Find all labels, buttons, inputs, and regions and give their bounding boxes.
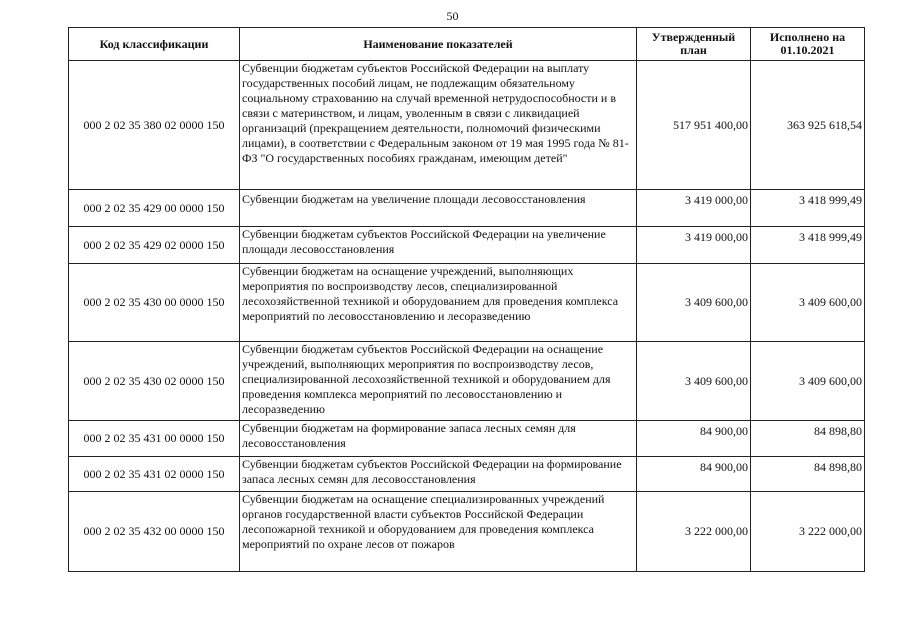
row-name: Субвенции бюджетам субъектов Российской Федерации на формирование запаса лесных семян для лесовосстановления [240, 457, 637, 492]
row-name: Субвенции бюджетам на формирование запаса лесных семян для лесовосстановления [240, 421, 637, 457]
row-code: 000 2 02 35 431 02 0000 150 [69, 457, 240, 492]
row-executed: 3 418 999,49 [751, 227, 865, 264]
header-name: Наименование показателей [240, 28, 637, 61]
row-code: 000 2 02 35 430 02 0000 150 [69, 342, 240, 421]
table-row [69, 457, 865, 492]
row-name: Субвенции бюджетам на увеличение площади лесовосстановления [240, 190, 637, 227]
row-executed: 84 898,80 [751, 421, 865, 457]
table-row [69, 342, 865, 421]
table-header-row [69, 28, 865, 61]
row-plan: 3 419 000,00 [637, 227, 751, 264]
row-executed: 3 409 600,00 [751, 342, 865, 421]
row-name: Субвенции бюджетам субъектов Российской Федерации на оснащение учреждений, выполняющих мероприятия по воспроизводству лесов, специализированной лесохозяйственной техникой и оборудованием для проведения комплекса мероприятий по лесовосстановлению и лесоразведению [240, 342, 637, 421]
row-name: Субвенции бюджетам на оснащение специализированных учреждений органов государственной власти субъектов Российской Федерации лесопожарной техникой и оборудованием для проведения комплекса мероприятий по охране лесов от пожаров [240, 492, 637, 572]
row-plan: 3 409 600,00 [637, 264, 751, 342]
row-code: 000 2 02 35 430 00 0000 150 [69, 264, 240, 342]
row-executed: 363 925 618,54 [751, 61, 865, 190]
header-code: Код классификации [69, 28, 240, 61]
row-code: 000 2 02 35 429 00 0000 150 [69, 190, 240, 227]
row-plan: 3 409 600,00 [637, 342, 751, 421]
page-number: 50 [446, 9, 459, 23]
table-row [69, 190, 865, 227]
row-executed: 3 222 000,00 [751, 492, 865, 572]
row-executed: 3 409 600,00 [751, 264, 865, 342]
header-plan: Утвержденный план [637, 28, 751, 61]
row-plan: 517 951 400,00 [637, 61, 751, 190]
row-name: Субвенции бюджетам субъектов Российской Федерации на увеличение площади лесовосстановления [240, 227, 637, 264]
budget-table [68, 27, 865, 572]
row-code: 000 2 02 35 431 00 0000 150 [69, 421, 240, 457]
table-row [69, 421, 865, 457]
row-plan: 84 900,00 [637, 421, 751, 457]
row-executed: 84 898,80 [751, 457, 865, 492]
row-plan: 3 222 000,00 [637, 492, 751, 572]
row-executed: 3 418 999,49 [751, 190, 865, 227]
table-row [69, 492, 865, 572]
row-plan: 84 900,00 [637, 457, 751, 492]
table-row [69, 61, 865, 190]
row-code: 000 2 02 35 380 02 0000 150 [69, 61, 240, 190]
header-executed: Исполнено на 01.10.2021 [751, 28, 865, 61]
row-code: 000 2 02 35 429 02 0000 150 [69, 227, 240, 264]
row-plan: 3 419 000,00 [637, 190, 751, 227]
table-row [69, 227, 865, 264]
row-name: Субвенции бюджетам субъектов Российской Федерации на выплату государственных пособий лицам, не подлежащим обязательному социальному страхованию на случай временной нетрудоспособности и в связи с материнством, и лицам, уволенным в связи с ликвидацией организаций (прекращением деятельности, полномочий физическими лицами), в соответствии с Федеральным законом от 19 мая 1995 года № 81-ФЗ "О государственных пособиях гражданам, имеющим детей" [240, 61, 637, 190]
row-code: 000 2 02 35 432 00 0000 150 [69, 492, 240, 572]
row-name: Субвенции бюджетам на оснащение учреждений, выполняющих мероприятия по воспроизводству лесов, специализированной лесохозяйственной техникой и оборудованием для проведения комплекса мероприятий по лесовосстановлению и лесоразведению [240, 264, 637, 342]
table-row [69, 264, 865, 342]
